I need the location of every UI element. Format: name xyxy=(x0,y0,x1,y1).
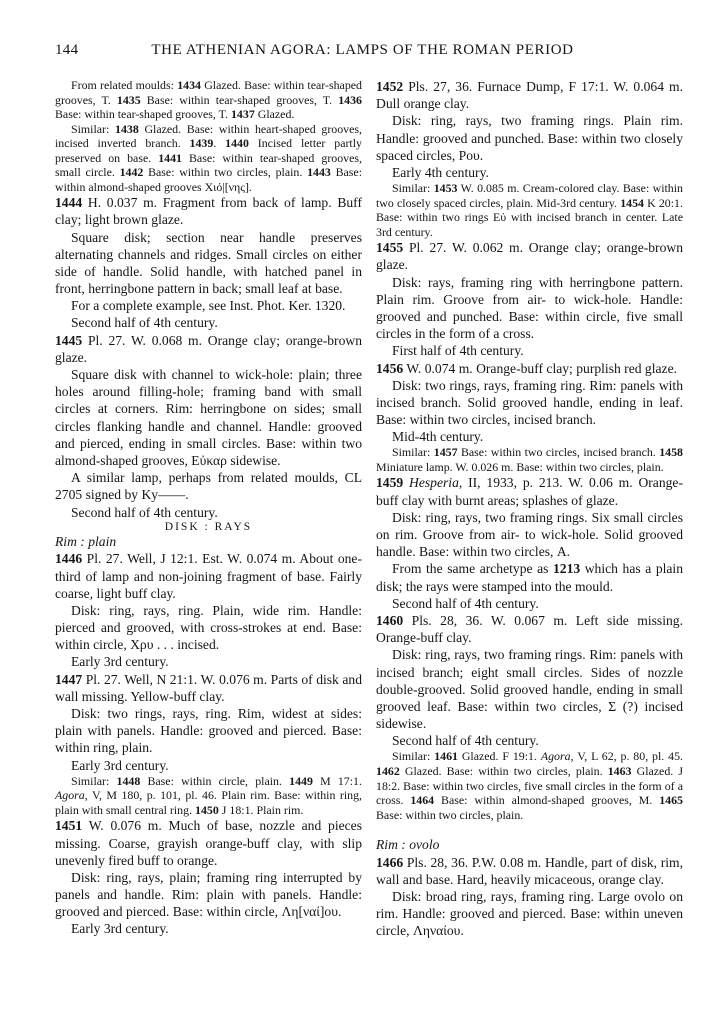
catalog-entry-heading-1452 xyxy=(376,78,683,112)
catalog-number: 1459 xyxy=(376,475,404,491)
text-run: Disk: two rings, rays, framing ring. Rim: panels with incised branch. Solid grooved handle, ending in leaf. Base: within two circles, incised branch. xyxy=(376,377,683,428)
catalog-number: 1441 xyxy=(158,150,182,165)
catalog-entry-heading-1445 xyxy=(55,332,362,366)
catalog-entry-heading-1447 xyxy=(55,671,362,705)
entry-description xyxy=(55,602,362,654)
text-run: Square disk; section near handle preserves alternating channels and ridges. Small circles on either side of handle. Solid handle, with hatched panel in front, herringbone pattern in back; small leaf at base. xyxy=(55,229,362,297)
entry-description xyxy=(376,509,683,561)
text-run: For a complete example, see Inst. Phot. Ker. 1320. xyxy=(71,298,346,314)
catalog-number: 1465 xyxy=(659,793,683,808)
catalog-number: 1453 xyxy=(433,181,458,196)
italic-text: Agora xyxy=(55,788,85,803)
text-run: Base: within two circles, plain. xyxy=(376,807,524,822)
text-run: Disk: ring, rays, two framing rings. Plain rim. Handle: grooved and punched. Base: within two closely spaced circles, Ρου. xyxy=(376,113,683,163)
text-run: Pl. 27. W. 0.062 m. Orange clay; orange-brown glaze. xyxy=(376,240,683,273)
text-run: M 17:1. xyxy=(312,773,362,788)
subheading-rim-plain xyxy=(55,533,362,551)
text-run: From the same archetype as xyxy=(392,561,553,577)
text-run: Similar: xyxy=(71,121,115,136)
page-number: 144 xyxy=(55,42,79,58)
catalog-number: 1447 xyxy=(55,671,83,687)
text-run: Early 3rd century. xyxy=(71,921,169,937)
catalog-entry-heading-1456 xyxy=(376,360,683,377)
catalog-entry-heading-1466 xyxy=(376,854,683,888)
text-run: W. 0.085 m. Cream-colored clay. Base: within two closely spaced circles, plain. Mid-3rd century. xyxy=(376,181,683,210)
date-line xyxy=(376,595,683,612)
text-run: Disk: two rings, rays, ring. Rim, widest at sides: plain with panels. Handle: grooved and pierced. Base: within ring, plain. xyxy=(55,706,362,756)
text-run: Disk: ring, rays, ring. Plain, wide rim. Handle: pierced and grooved, with cross-strokes at end. Base: within circle, Χρυ . . . incised. xyxy=(55,602,362,653)
text-run: Pls. 28, 36. W. 0.067 m. Left side missing. Orange-buff clay. xyxy=(376,612,683,646)
section-heading-disk-rays xyxy=(55,521,362,533)
entry-description xyxy=(55,366,362,469)
catalog-number: 1449 xyxy=(289,773,313,788)
catalog-number: 1434 xyxy=(177,78,201,92)
text-run: Glazed. J 18:2. Base: within two circles, five small circles in the form of a cross. xyxy=(376,763,684,808)
catalog-number: 1461 xyxy=(434,749,458,764)
text-run: Second half of 4th century. xyxy=(392,595,539,611)
column-left xyxy=(55,78,362,940)
italic-text: Hesperia xyxy=(409,475,459,491)
catalog-entry-heading-1446 xyxy=(55,550,362,602)
text-run: Pls. 27, 36. Furnace Dump, F 17:1. W. 0.064 m. Dull orange clay. xyxy=(376,79,683,112)
text-run: Glazed. Base: within tear-shaped grooves, T. xyxy=(55,78,362,107)
date-line xyxy=(376,428,683,445)
text-run: Base: within tear-shaped grooves, small circle. xyxy=(55,150,362,180)
subheading-rim-ovolo xyxy=(376,836,683,854)
catalog-number: 1437 xyxy=(230,107,255,122)
text-run: Base: within two circles, incised branch. xyxy=(457,445,660,460)
catalog-number: 1454 xyxy=(620,195,644,210)
text-run: , II, 1933, p. 213. W. 0.06 m. Orange-buff clay with burnt areas; splashes of glaze. xyxy=(376,475,683,508)
text-run: Pl. 27. Well, N 21:1. W. 0.076 m. Parts of disk and wall missing. Yellow-buff clay. xyxy=(55,671,362,704)
catalog-number: 1438 xyxy=(115,121,139,136)
catalog-number: 1446 xyxy=(55,551,83,567)
similar-note xyxy=(376,181,683,239)
entry-description xyxy=(376,377,683,429)
text-run: , V, M 180, p. 101, pl. 46. Plain rim. Base: within ring, plain with small central ring. xyxy=(55,788,362,817)
similar-note xyxy=(55,774,362,818)
text-run: Glazed. xyxy=(254,107,295,122)
text-run: Glazed. Base: within heart-shaped grooves, incised inverted branch. xyxy=(55,121,362,151)
text-run: Glazed. Base: within two circles, plain. xyxy=(399,763,608,778)
text-run: Pl. 27. W. 0.068 m. Orange clay; orange-brown glaze. xyxy=(55,332,362,365)
date-line xyxy=(55,653,362,670)
catalog-number: 1458 xyxy=(659,445,683,460)
date-line xyxy=(376,164,683,181)
catalog-entry-heading-1455 xyxy=(376,239,683,273)
text-run: H. 0.037 m. Fragment from back of lamp. Buff clay; light brown glaze. xyxy=(55,195,362,228)
catalog-number: 1450 xyxy=(195,802,219,817)
text-run: Glazed. F 19:1. xyxy=(457,749,541,764)
text-run: Disk: rays, framing ring with herringbone pattern. Plain rim. Groove from air- to wick-hole. Handle: grooved and punched. Base: within circle, five small circles in the form of a cross. xyxy=(376,274,683,342)
catalog-number: 1213 xyxy=(552,561,581,577)
text-run: Disk: ring, rays, two framing rings. Rim: panels with incised branch; eight small circles. Sides of nozzle double-grooved. Solid grooved handle, ending in small grooved leaf. Base: within two circles, Σ (?) incised sidewise. xyxy=(376,647,683,732)
text-run: Pl. 27. Well, J 12:1. Est. W. 0.074 m. About one-third of lamp and non-joining fragment of base. Fairly coarse, light buff clay. xyxy=(55,551,362,601)
catalog-number: 1462 xyxy=(376,763,400,778)
catalog-number: 1464 xyxy=(410,793,435,808)
text-run: Second half of 4th century. xyxy=(71,504,218,520)
entry-description xyxy=(55,229,362,298)
entry-reference xyxy=(55,297,362,314)
date-line xyxy=(55,504,362,521)
text-run: Base: within almond-shaped grooves, M. xyxy=(434,793,660,808)
catalog-number: 1466 xyxy=(376,854,404,870)
catalog-number: 1463 xyxy=(607,763,632,778)
entry-description xyxy=(55,869,362,921)
text-run: Incised letter partly preserved on base. xyxy=(55,136,362,165)
text-run: . xyxy=(213,136,226,151)
catalog-number: 1443 xyxy=(307,165,331,180)
text-run: Base: within circle, plain. xyxy=(140,773,290,788)
catalog-number: 1455 xyxy=(376,240,404,256)
entry-description xyxy=(376,112,683,164)
text-run: A similar lamp, perhaps from related moulds, CL 2705 signed by Ky——. xyxy=(55,470,362,503)
italic-text: Rim : plain xyxy=(55,533,117,549)
text-run: Similar: xyxy=(392,749,435,764)
catalog-number: 1436 xyxy=(338,92,362,107)
similar-note xyxy=(376,749,683,822)
text-run: Second half of 4th century. xyxy=(392,733,539,749)
catalog-number: 1451 xyxy=(55,818,83,834)
catalog-entry-heading-1451 xyxy=(55,817,362,869)
text-run: Early 3rd century. xyxy=(71,654,169,670)
entry-description xyxy=(376,888,683,940)
text-run: Pls. 28, 36. P.W. 0.08 m. Handle, part of disk, rim, wall and base. Hard, heavily micaceous, orange clay. xyxy=(376,854,683,887)
text-run: Disk: ring, rays, plain; framing ring interrupted by panels and handle. Rim: plain with panels. Handle: grooved and pierced. Base: within circle, Λη[ναί]ου. xyxy=(55,869,362,920)
text-run: Base: within almond-shaped grooves Χιό|[νης]. xyxy=(55,165,362,194)
catalog-number: 1442 xyxy=(119,165,144,180)
text-run: K 20:1. Base: within two rings Εὐ with incised branch in center. Late 3rd century. xyxy=(376,195,683,239)
text-run: Early 4th century. xyxy=(392,164,489,180)
catalog-entry-heading-1459 xyxy=(376,474,683,508)
catalog-number: 1445 xyxy=(55,332,83,348)
text-run: which has a plain disk; the rays were stamped into the mould. xyxy=(376,561,683,594)
column-right xyxy=(376,78,683,940)
date-line xyxy=(55,757,362,774)
text-run: W. 0.074 m. Orange-buff clay; purplish red glaze. xyxy=(403,360,678,376)
text-run: First half of 4th century. xyxy=(392,343,524,359)
entry-description xyxy=(376,274,683,343)
catalog-entry-heading-1460 xyxy=(376,612,683,646)
catalog-number: 1440 xyxy=(225,136,249,151)
date-line xyxy=(376,732,683,749)
running-title: THE ATHENIAN AGORA: LAMPS OF THE ROMAN PERIOD xyxy=(151,42,574,58)
text-run: Disk: broad ring, rays, framing ring. Large ovolo on rim. Handle: grooved and pierced. Base: within uneven circle, Ληναίου. xyxy=(376,889,683,939)
entry-reference xyxy=(55,469,362,503)
related-moulds-note xyxy=(55,78,362,122)
text-run: W. 0.076 m. Much of base, nozzle and pieces missing. Coarse, grayish orange-buff clay, with slip unevenly fired buff to orange. xyxy=(55,818,362,868)
date-line xyxy=(376,342,683,359)
catalog-number: 1456 xyxy=(376,360,404,376)
catalog-number: 1457 xyxy=(433,445,458,460)
entry-description xyxy=(55,705,362,757)
text-run: Similar: xyxy=(71,773,117,788)
text-run: Disk: ring, rays, two framing rings. Six small circles on rim. Groove from air- to wick-hole. Solid grooved handle. Base: within two circles, Α. xyxy=(376,509,683,560)
text-columns xyxy=(0,64,725,940)
catalog-number: 1444 xyxy=(55,195,83,211)
text-run: J 18:1. Plain rim. xyxy=(218,802,304,817)
catalog-number: 1460 xyxy=(376,612,404,628)
catalog-entry-heading-1444 xyxy=(55,194,362,228)
italic-text: Rim : ovolo xyxy=(376,837,440,853)
similar-note xyxy=(55,122,362,195)
date-line xyxy=(55,314,362,331)
text-run: Base: within tear-shaped grooves, T. xyxy=(140,92,339,107)
text-run: DISK : RAYS xyxy=(164,520,253,533)
text-run: Similar: xyxy=(392,445,434,460)
catalog-number: 1435 xyxy=(116,92,141,107)
catalog-number: 1439 xyxy=(189,136,214,151)
catalog-number: 1452 xyxy=(376,79,404,94)
text-run: From related moulds: xyxy=(71,78,178,92)
text-run: Similar: xyxy=(392,181,434,196)
entry-description xyxy=(376,646,683,732)
text-run: Mid-4th century. xyxy=(392,429,484,445)
text-run: , V, L 62, p. 80, pl. 45. xyxy=(570,749,683,764)
text-run: Square disk with channel to wick-hole: plain; three holes around filling-hole; framing band with small circles at corners. Rim: herringbone on sides; small circles flanking handle and channel. Handle: grooved and pierced, ending in small circles. Base: within two almond-shaped grooves, Εὐκαρ sidewise. xyxy=(55,367,362,468)
running-head xyxy=(0,0,725,64)
italic-text: Agora xyxy=(540,749,571,764)
text-run: Second half of 4th century. xyxy=(71,315,218,331)
text-run: Base: within tear-shaped grooves, T. xyxy=(55,107,231,122)
date-line xyxy=(55,920,362,937)
text-run: Base: within two circles, plain. xyxy=(143,165,308,180)
catalog-number: 1448 xyxy=(116,773,141,788)
text-run: Miniature lamp. W. 0.026 m. Base: within two circles, plain. xyxy=(376,459,664,474)
similar-note xyxy=(376,445,683,474)
text-run: Early 3rd century. xyxy=(71,757,169,773)
entry-reference xyxy=(376,560,683,594)
